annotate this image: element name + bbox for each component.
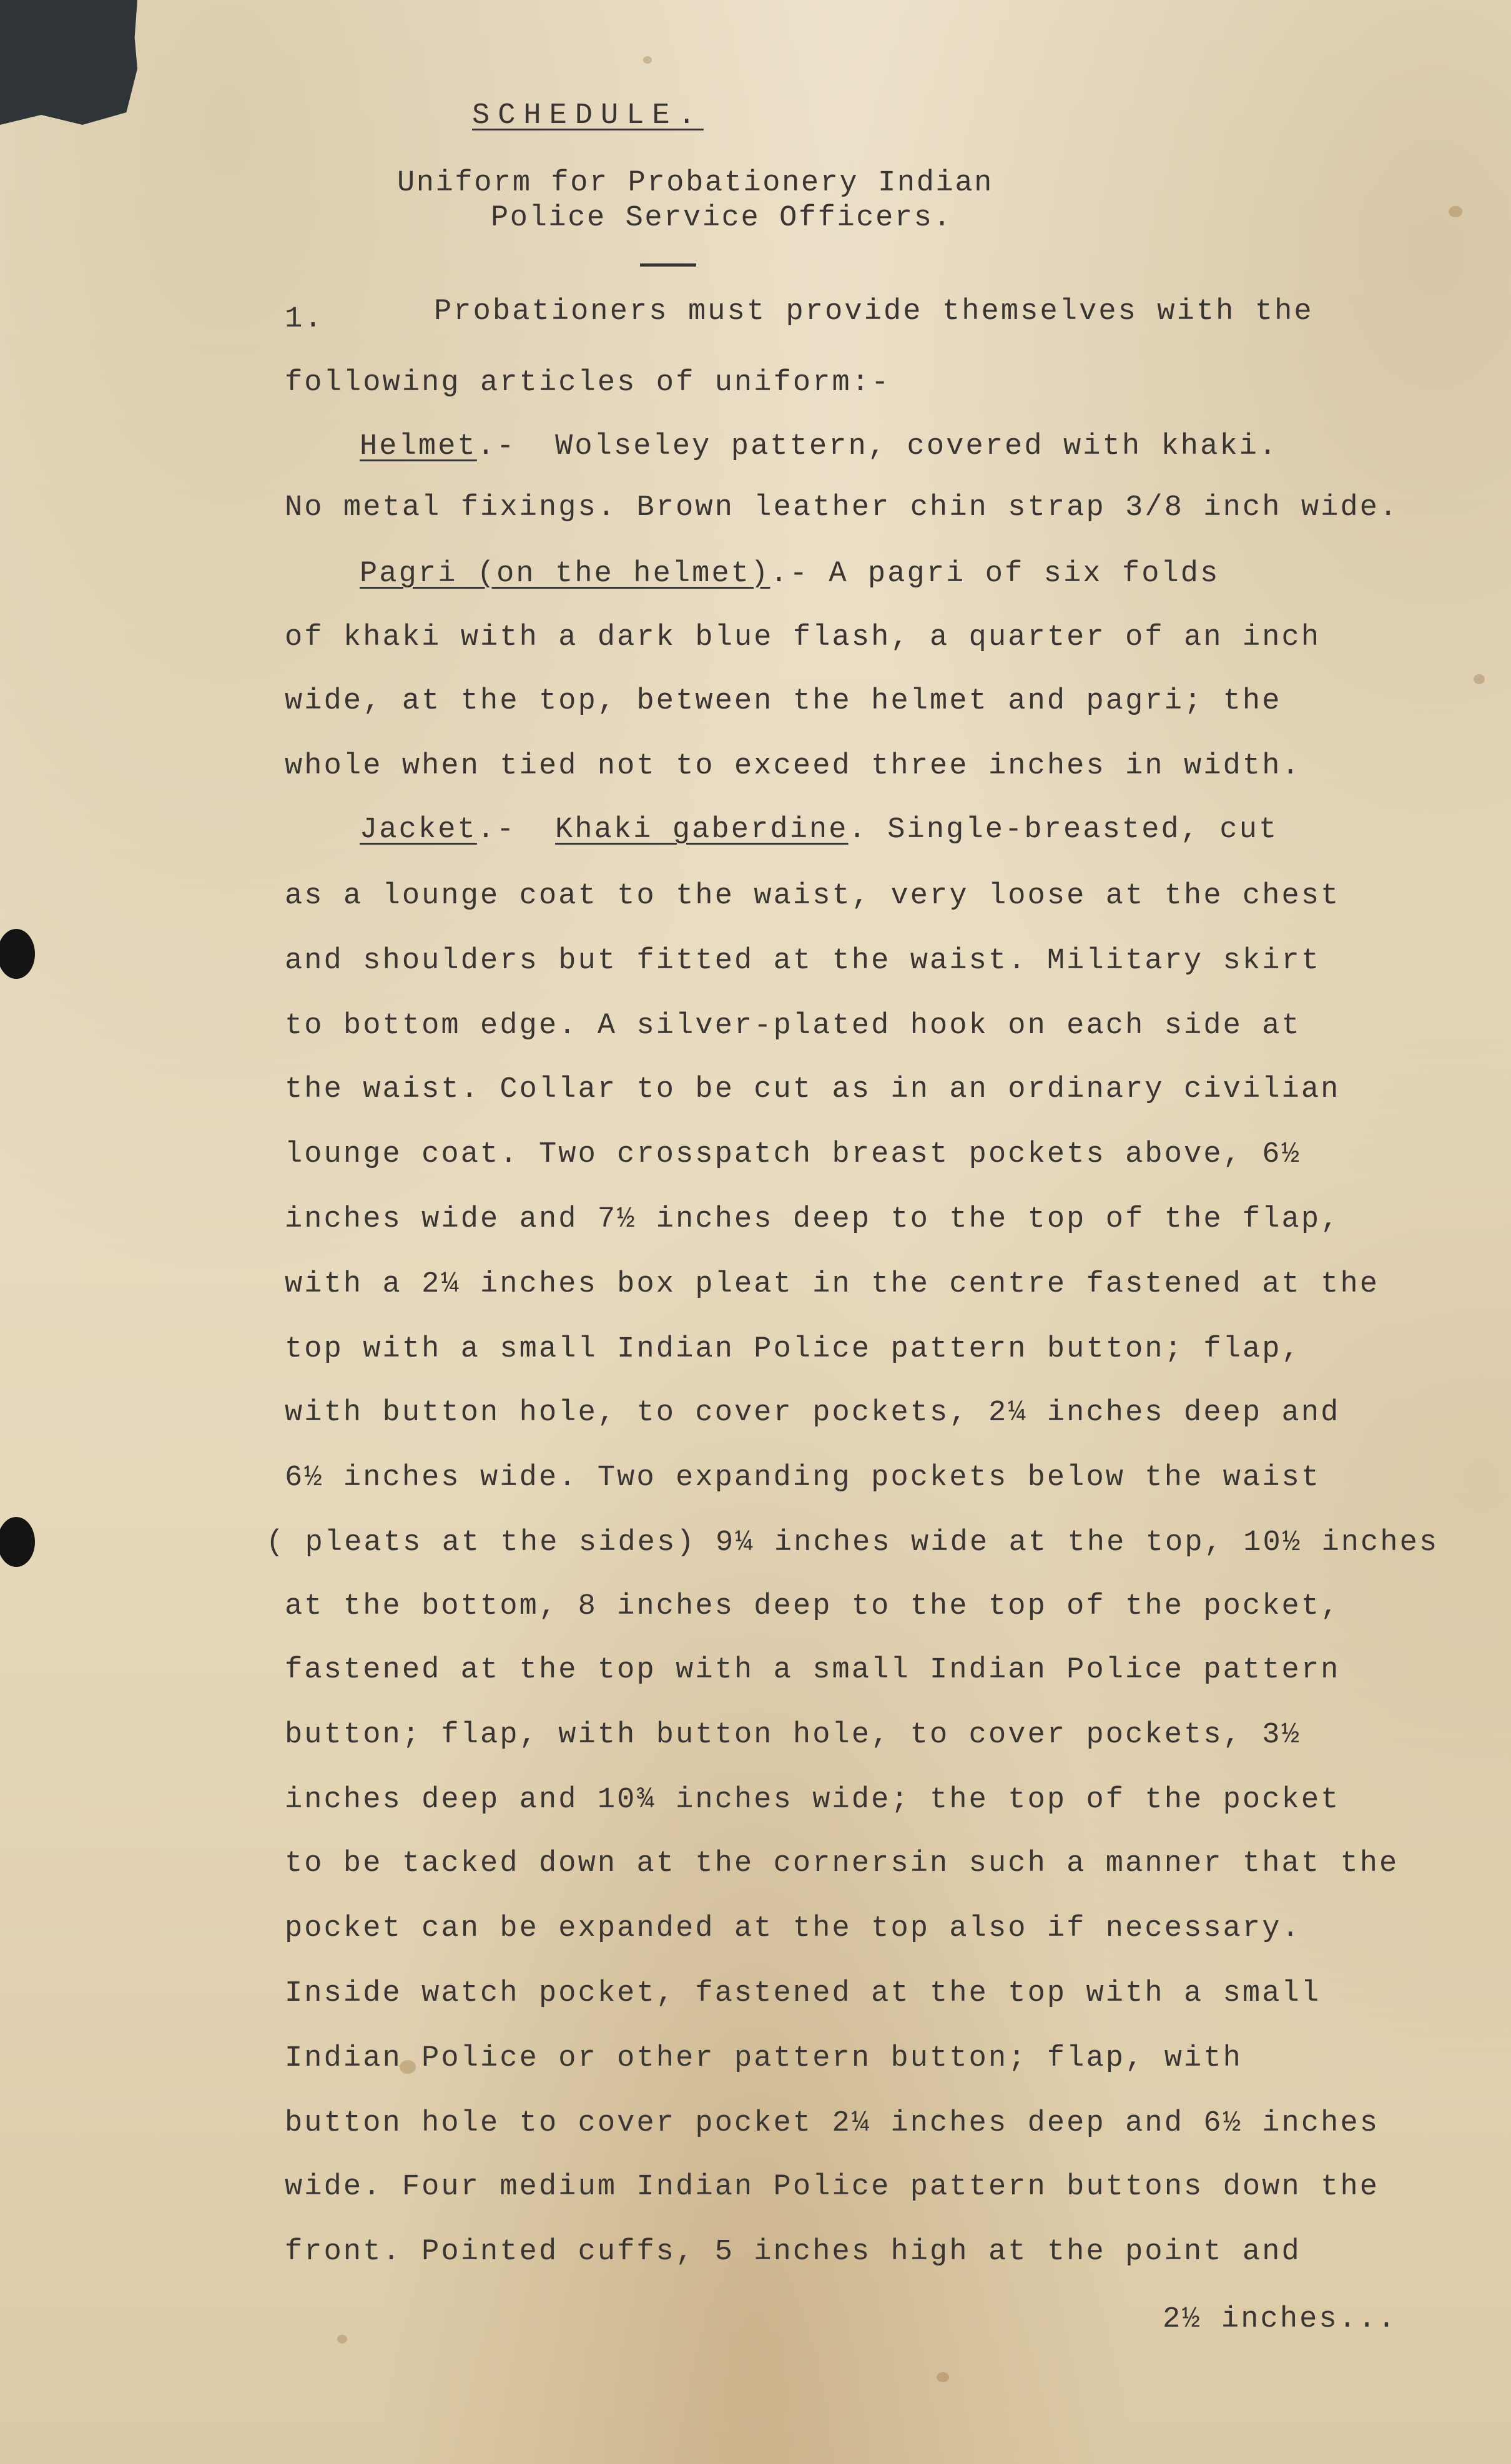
page-continuation: 2½ inches... (1163, 2303, 1397, 2336)
foxing-spot (937, 2372, 949, 2382)
jacket-entry: Jacket.- Khaki gaberdine. Single-breasted, cut (360, 813, 1279, 847)
paragraph-line: Inside watch pocket, fastened at the top with a small (285, 1977, 1321, 2010)
paragraph-line: pocket can be expanded at the top also if necessary. (285, 1912, 1301, 1945)
paragraph-line: the waist. Collar to be cut as in an ordinary civilian (285, 1073, 1341, 1106)
paragraph-line: ( pleats at the sides) 9¼ inches wide at the top, 10½ inches (266, 1526, 1439, 1559)
jacket-material: Khaki gaberdine (555, 813, 849, 847)
paragraph-line: lounge coat. Two crosspatch breast pockets above, 6½ (285, 1138, 1301, 1171)
paragraph-line: 6½ inches wide. Two expanding pockets below the waist (285, 1461, 1321, 1495)
title-rule (640, 263, 696, 267)
pagri-heading: Pagri (on the helmet) (360, 557, 770, 591)
paragraph-line: to bottom edge. A silver-plated hook on each side at (285, 1009, 1301, 1043)
paragraph-line: at the bottom, 8 inches deep to the top of the pocket, (285, 1590, 1341, 1623)
helmet-entry (360, 432, 1278, 461)
paragraph-line: wide. Four medium Indian Police pattern buttons down the (285, 2171, 1380, 2204)
punch-hole-upper (0, 929, 35, 979)
pagri-entry (360, 559, 1219, 589)
paragraph-line: Probationers must provide themselves with the (434, 295, 1314, 328)
paragraph-line: and shoulders but fitted at the waist. Military skirt (285, 945, 1321, 978)
paragraph-line: button; flap, with button hole, to cover pockets, 3½ (285, 1719, 1301, 1752)
paragraph-line: as a lounge coat to the waist, very loose at the chest (285, 880, 1341, 913)
foxing-spot (337, 2335, 347, 2344)
paragraph-line: fastened at the top with a small Indian Police pattern (285, 1654, 1341, 1687)
paragraph-number: 1. (285, 303, 324, 336)
helmet-heading: Helmet (360, 430, 477, 463)
paragraph-line: inches wide and 7½ inches deep to the top of the flap, (285, 1203, 1341, 1236)
binder-tab (0, 0, 137, 125)
foxing-spot (643, 56, 652, 64)
jacket-heading: Jacket (360, 813, 477, 847)
foxing-spot (1474, 674, 1485, 684)
pagri-text: .- A pagri of six folds (770, 557, 1220, 591)
paragraph-line: following articles of uniform:- (285, 366, 891, 400)
paragraph-line: inches deep and 10¾ inches wide; the top of the pocket (285, 1784, 1341, 1817)
paragraph-line: with a 2¼ inches box pleat in the centre fastened at the (285, 1268, 1380, 1301)
jacket-text: . Single-breasted, cut (848, 813, 1279, 847)
paragraph-line: front. Pointed cuffs, 5 inches high at the point and (285, 2236, 1301, 2269)
document-subtitle-line-1: Uniform for Probationery Indian (397, 167, 993, 200)
helmet-text: .- Wolseley pattern, covered with khaki. (476, 430, 1279, 463)
paragraph-line: top with a small Indian Police pattern button; flap, (285, 1333, 1301, 1366)
paragraph-line: whole when tied not to exceed three inches in width. (285, 750, 1301, 783)
paragraph-line: to be tacked down at the cornersin such a manner that the (285, 1847, 1399, 1880)
paragraph-line: No metal fixings. Brown leather chin strap 3/8 inch wide. (285, 491, 1399, 524)
document-subtitle-line-2: Police Service Officers. (491, 202, 953, 235)
foxing-spot (1449, 206, 1462, 217)
document-title: SCHEDULE. (472, 99, 704, 132)
paragraph-line: button hole to cover pocket 2¼ inches deep and 6½ inches (285, 2107, 1380, 2140)
paragraph-line: wide, at the top, between the helmet and pagri; the (285, 685, 1282, 718)
punch-hole-lower (0, 1517, 35, 1567)
paragraph-line: with button hole, to cover pockets, 2¼ inches deep and (285, 1396, 1341, 1430)
paragraph-line: Indian Police or other pattern button; flap, with (285, 2042, 1243, 2075)
paragraph-line: of khaki with a dark blue flash, a quarter of an inch (285, 621, 1321, 654)
